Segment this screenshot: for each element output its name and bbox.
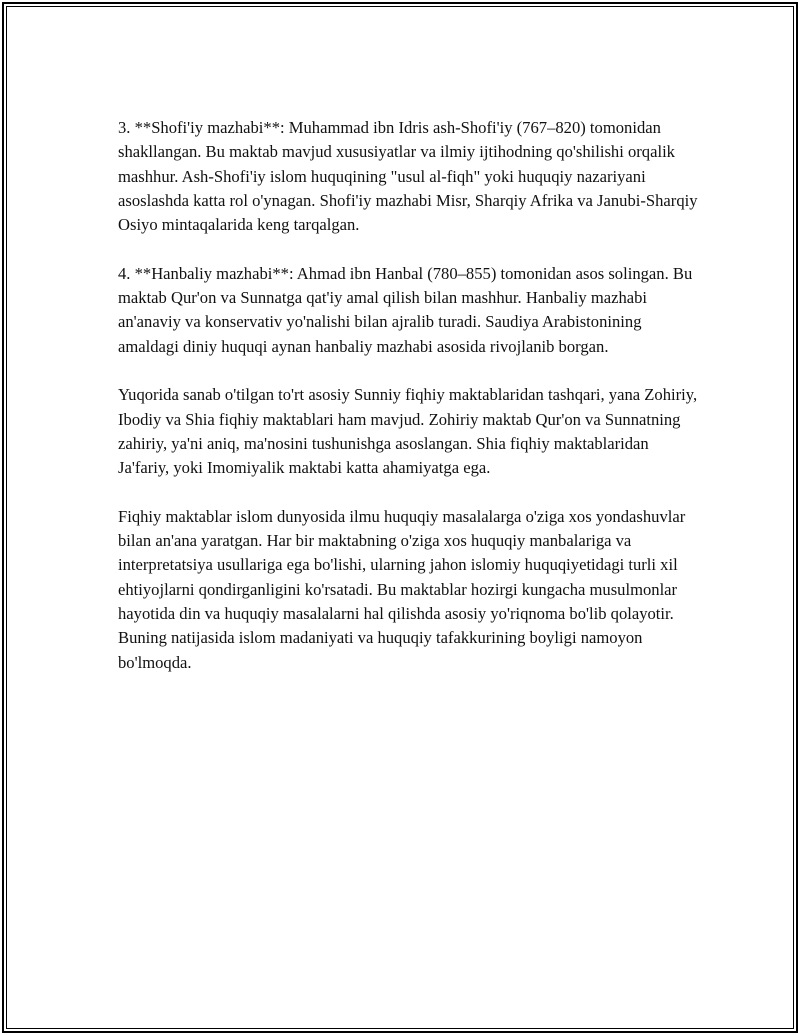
paragraph-other-schools: Yuqorida sanab o'tilgan to'rt asosiy Sunniy fiqhiy maktablaridan tashqari, yana Zohiriy, Ibodiy va Shia fiqhiy maktablari ham mavjud. Zohiriy maktab Qur'on va Sunnatning zahiriy, ya'ni aniq, ma'nosini tushunishga asoslangan. Shia fiqhiy maktablaridan Ja'fariy, yoki Imomiyalik maktabi katta ahamiyatga ega. bbox=[118, 385, 698, 478]
document-body bbox=[118, 116, 698, 699]
paragraph-conclusion: Fiqhiy maktablar islom dunyosida ilmu huquqiy masalalarga o'ziga xos yondashuvlar bilan an'ana yaratgan. Har bir maktabning o'ziga xos huquqiy manbalariga va interpretatsiya usullariga ega bo'lishi, ularning jahon islomiy huquqiyetidagi turli xil ehtiyojlarni qondirganligini ko'rsatadi. Bu maktablar hozirgi kungacha musulmonlar hayotida din va huquqiy masalalarni hal qilishda asosiy yo'riqnoma bo'lib qolayotir. Buning natijasida islom madaniyati va huquqiy tafakkurining boyligi namoyon bo'lmoqda. bbox=[118, 506, 686, 672]
paragraph-shafii: 3. **Shofi'iy mazhabi**: Muhammad ibn Idris ash-Shofi'iy (767–820) tomonidan shakllangan. Bu maktab mavjud xususiyatlar va ilmiy ijtihodning qo'shilishi orqalik mashhur. Ash-Shofi'iy islom huquqining "usul al-fiqh" yoki huquqiy nazariyani asoslashda katta rol o'ynagan. Shofi'iy mazhabi Misr, Sharqiy Afrika va Janubi-Sharqiy Osiyo mintaqalarida keng tarqalgan. bbox=[118, 118, 698, 235]
paragraph-hanbali: 4. **Hanbaliy mazhabi**: Ahmad ibn Hanbal (780–855) tomonidan asos solingan. Bu maktab Qur'on va Sunnatga qat'iy amal qilish bilan mashhur. Hanbaliy mazhabi an'anaviy va konservativ yo'nalishi bilan ajralib turadi. Saudiya Arabistonining amaldagi diniy huquqi aynan hanbaliy mazhabi asosida rivojlanib borgan. bbox=[118, 263, 693, 356]
